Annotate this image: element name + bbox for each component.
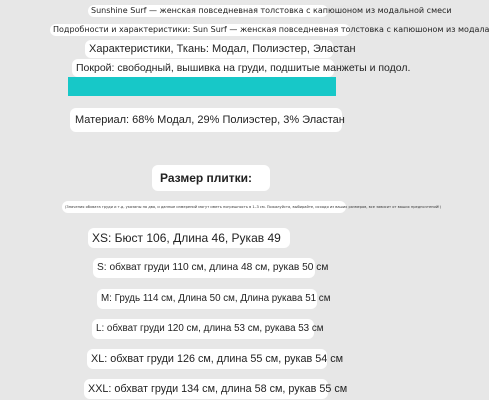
- title-caption: [88, 5, 452, 17]
- material-row: [70, 108, 345, 132]
- size-row-text: XS: Бюст 106, Длина 46, Рукав 49: [92, 231, 281, 245]
- size-section-title: [152, 165, 270, 191]
- cut-row: [72, 59, 411, 77]
- size-note-text: (Значения обхвата груди и т.д. указаны на два, и данные измерений могут иметь погрешность в 1–3 см. Пожалуйста, выбирайте, исходя из ваших размеров, все зависит от ваших предпочтений!): [65, 205, 442, 209]
- material-text: Материал: 68% Модал, 29% Полиэстер, 3% Эластан: [75, 114, 345, 126]
- size-row-text: М: Грудь 114 см, Длина 50 см, Длина рукава 51 см: [101, 293, 331, 304]
- characteristics-row: [85, 40, 356, 58]
- size-row-text: L: обхват груди 120 см, длина 53 см, рукава 53 см: [96, 323, 324, 334]
- size-row-l: [92, 319, 324, 339]
- size-row-text: XXL: обхват груди 134 см, длина 58 см, рукав 55 см: [88, 383, 348, 395]
- accent-bar: [68, 77, 336, 96]
- size-row-text: XL: обхват груди 126 см, длина 55 см, рукав 54 см: [91, 353, 344, 365]
- size-row-xxl: [84, 379, 348, 399]
- size-row-xl: [87, 349, 344, 369]
- size-row-m: [97, 289, 331, 309]
- size-row-text: S: обхват груди 110 см, длина 48 см, рукав 50 см: [97, 262, 329, 273]
- size-note: [62, 201, 442, 213]
- title-caption-text: Sunshine Surf — женская повседневная толстовка с капюшоном из модальной смеси: [91, 6, 452, 15]
- size-row-xs: [88, 228, 290, 248]
- size-section-title-text: Размер плитки:: [160, 171, 253, 185]
- details-caption: [50, 24, 489, 36]
- details-caption-text: Подробности и характеристики: Sun Surf — женская повседневная толстовка с капюшоном из модала: [53, 25, 489, 34]
- size-row-s: [93, 258, 329, 278]
- characteristics-text: Характеристики, Ткань: Модал, Полиэстер, Эластан: [89, 43, 356, 55]
- cut-text: Покрой: свободный, вышивка на груди, подшитые манжеты и подол.: [76, 62, 411, 74]
